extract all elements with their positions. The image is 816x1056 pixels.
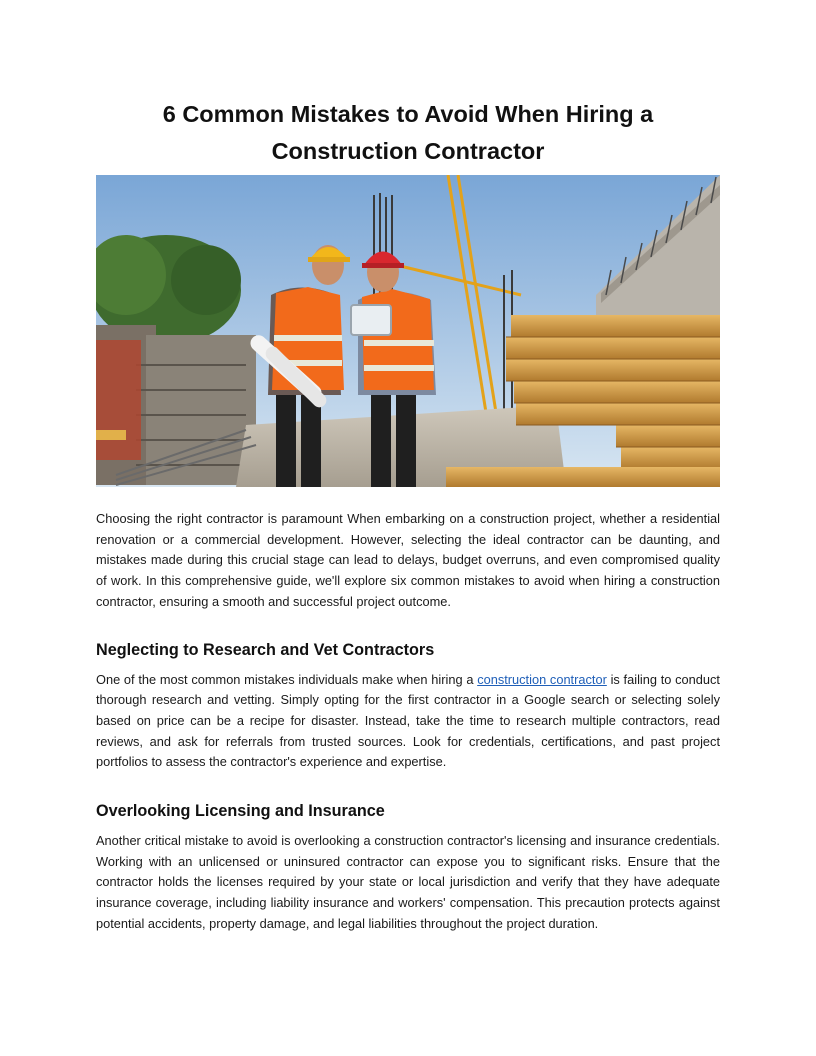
text-after-link: is failing to conduct thorough research and vetting. Simply opting for the first contractor in a Google search or selecting solely based on price can be a recipe for disaster. Instead, take the time to research multiple contractors, read reviews, and ask for referrals from trusted sources. Look for credentials, certifications, and past project portfolios to assess the contractor's experience and expertise. [96,671,720,770]
section-paragraph-research [96,670,720,774]
section-paragraph-licensing: Another critical mistake to avoid is overlooking a construction contractor's licensing and insurance credentials. Working with an unlicensed or uninsured contractor can expose you to significant risks. Ensure that the contractor holds the licenses required by your state or local jurisdiction and verify that they have adequate insurance coverage, including liability insurance and workers' compensation. This precaution protects against potential accidents, property damage, and legal liabilities throughout the project duration. [96,833,720,931]
title-line-2: Construction Contractor [271,138,545,164]
section-heading-licensing: Overlooking Licensing and Insurance [96,802,385,821]
title-line-1: 6 Common Mistakes to Avoid When Hiring a [162,101,654,127]
text-before-link: One of the most common mistakes individuals make when hiring a [96,671,478,687]
intro-paragraph: Choosing the right contractor is paramount When embarking on a construction project, whether a residential renovation or a commercial development. However, selecting the ideal contractor can be daunting, and mistakes made during this crucial stage can lead to delays, budget overruns, and even compromised quality of work. In this comprehensive guide, we'll explore six common mistakes to avoid when hiring a construction contractor, ensuring a smooth and successful project outcome. [96,511,720,609]
section-heading-research: Neglecting to Research and Vet Contractors [96,640,435,659]
document-page [96,96,720,935]
construction-contractor-link[interactable]: construction contractor [477,671,607,687]
article-title [96,96,720,170]
hero-image-construction-workers [96,175,720,487]
tablet [351,305,391,335]
